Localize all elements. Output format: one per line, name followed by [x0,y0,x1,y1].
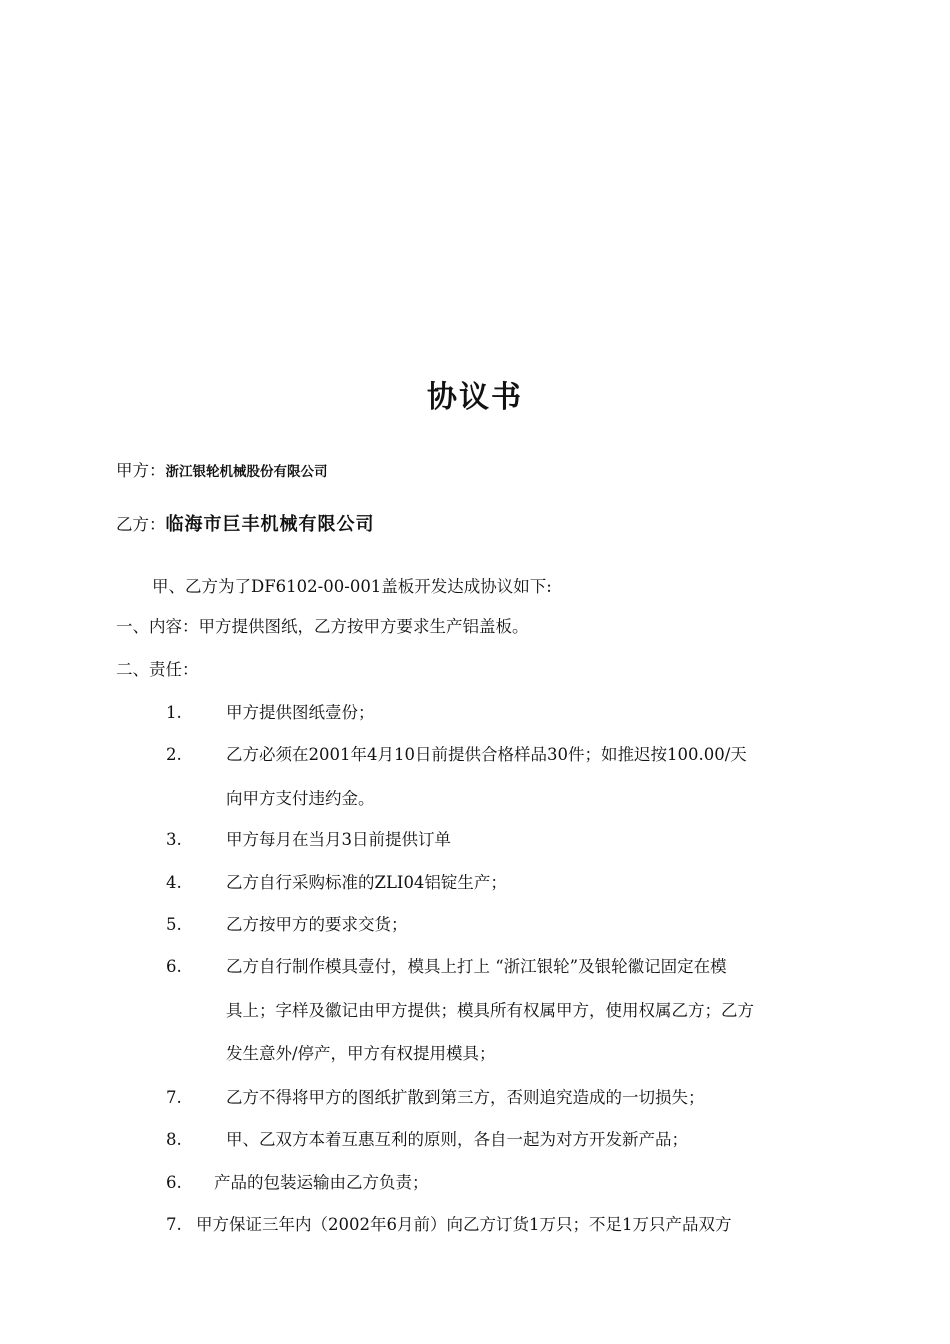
list-item-text: 产品的包装运输由乙方负责； [214,1173,429,1192]
list-item-number: 1. [166,703,182,722]
list-item-text-continued: 具上；字样及徽记由甲方提供；模具所有权属甲方，使用权属乙方；乙方 [226,1001,754,1020]
list-item-text: 甲方提供图纸壹份； [226,703,375,722]
list-item-text-continued: 向甲方支付违约金。 [226,789,375,808]
list-item-number: 4. [166,873,182,892]
list-item-number: 6. [166,1173,182,1192]
section-responsibility: 二、责任： [116,660,199,679]
list-item-text: 乙方必须在2001年4月10日前提供合格样品30件；如推迟按100.00/天 [226,745,747,764]
document-title: 协议书 [427,380,523,415]
list-item-text: 甲、乙双方本着互惠互利的原则，各自一起为对方开发新产品； [226,1130,688,1149]
party-a-name: 浙江银轮机械股份有限公司 [165,464,328,480]
list-item-number: 7. [166,1215,182,1234]
party-b-line [116,514,375,536]
intro-paragraph: 甲、乙方为了DF6102-00-001盖板开发达成协议如下: [152,577,552,596]
list-item-text: 乙方不得将甲方的图纸扩散到第三方，否则追究造成的一切损失； [226,1088,705,1107]
list-item-number: 5. [166,915,182,934]
list-item-text-continued: 发生意外/停产，甲方有权提用模具； [226,1044,496,1063]
list-item-text: 乙方自行制作模具壹付，模具上打上 “浙江银轮”及银轮徽记固定在模 [226,957,727,976]
list-item-number: 7. [166,1088,182,1107]
list-item-number: 6. [166,957,182,976]
section-content: 一、内容：甲方提供图纸，乙方按甲方要求生产铝盖板。 [116,617,529,636]
list-item-text: 甲方每月在当月3日前提供订单 [226,830,451,849]
list-item-number: 2. [166,745,182,764]
party-b-label: 乙方： [116,515,166,534]
list-item-number: 3. [166,830,182,849]
list-item-text: 乙方按甲方的要求交货； [226,915,408,934]
list-item-number: 8. [166,1130,182,1149]
party-a-line [116,460,328,483]
party-b-name: 临海市巨丰机械有限公司 [165,514,375,535]
list-item-text: 甲方保证三年内（2002年6月前）向乙方订货1万只；不足1万只产品双方 [196,1215,732,1234]
list-item-text: 乙方自行采购标准的ZLI04铝锭生产； [226,873,507,892]
party-a-label: 甲方： [116,461,166,480]
